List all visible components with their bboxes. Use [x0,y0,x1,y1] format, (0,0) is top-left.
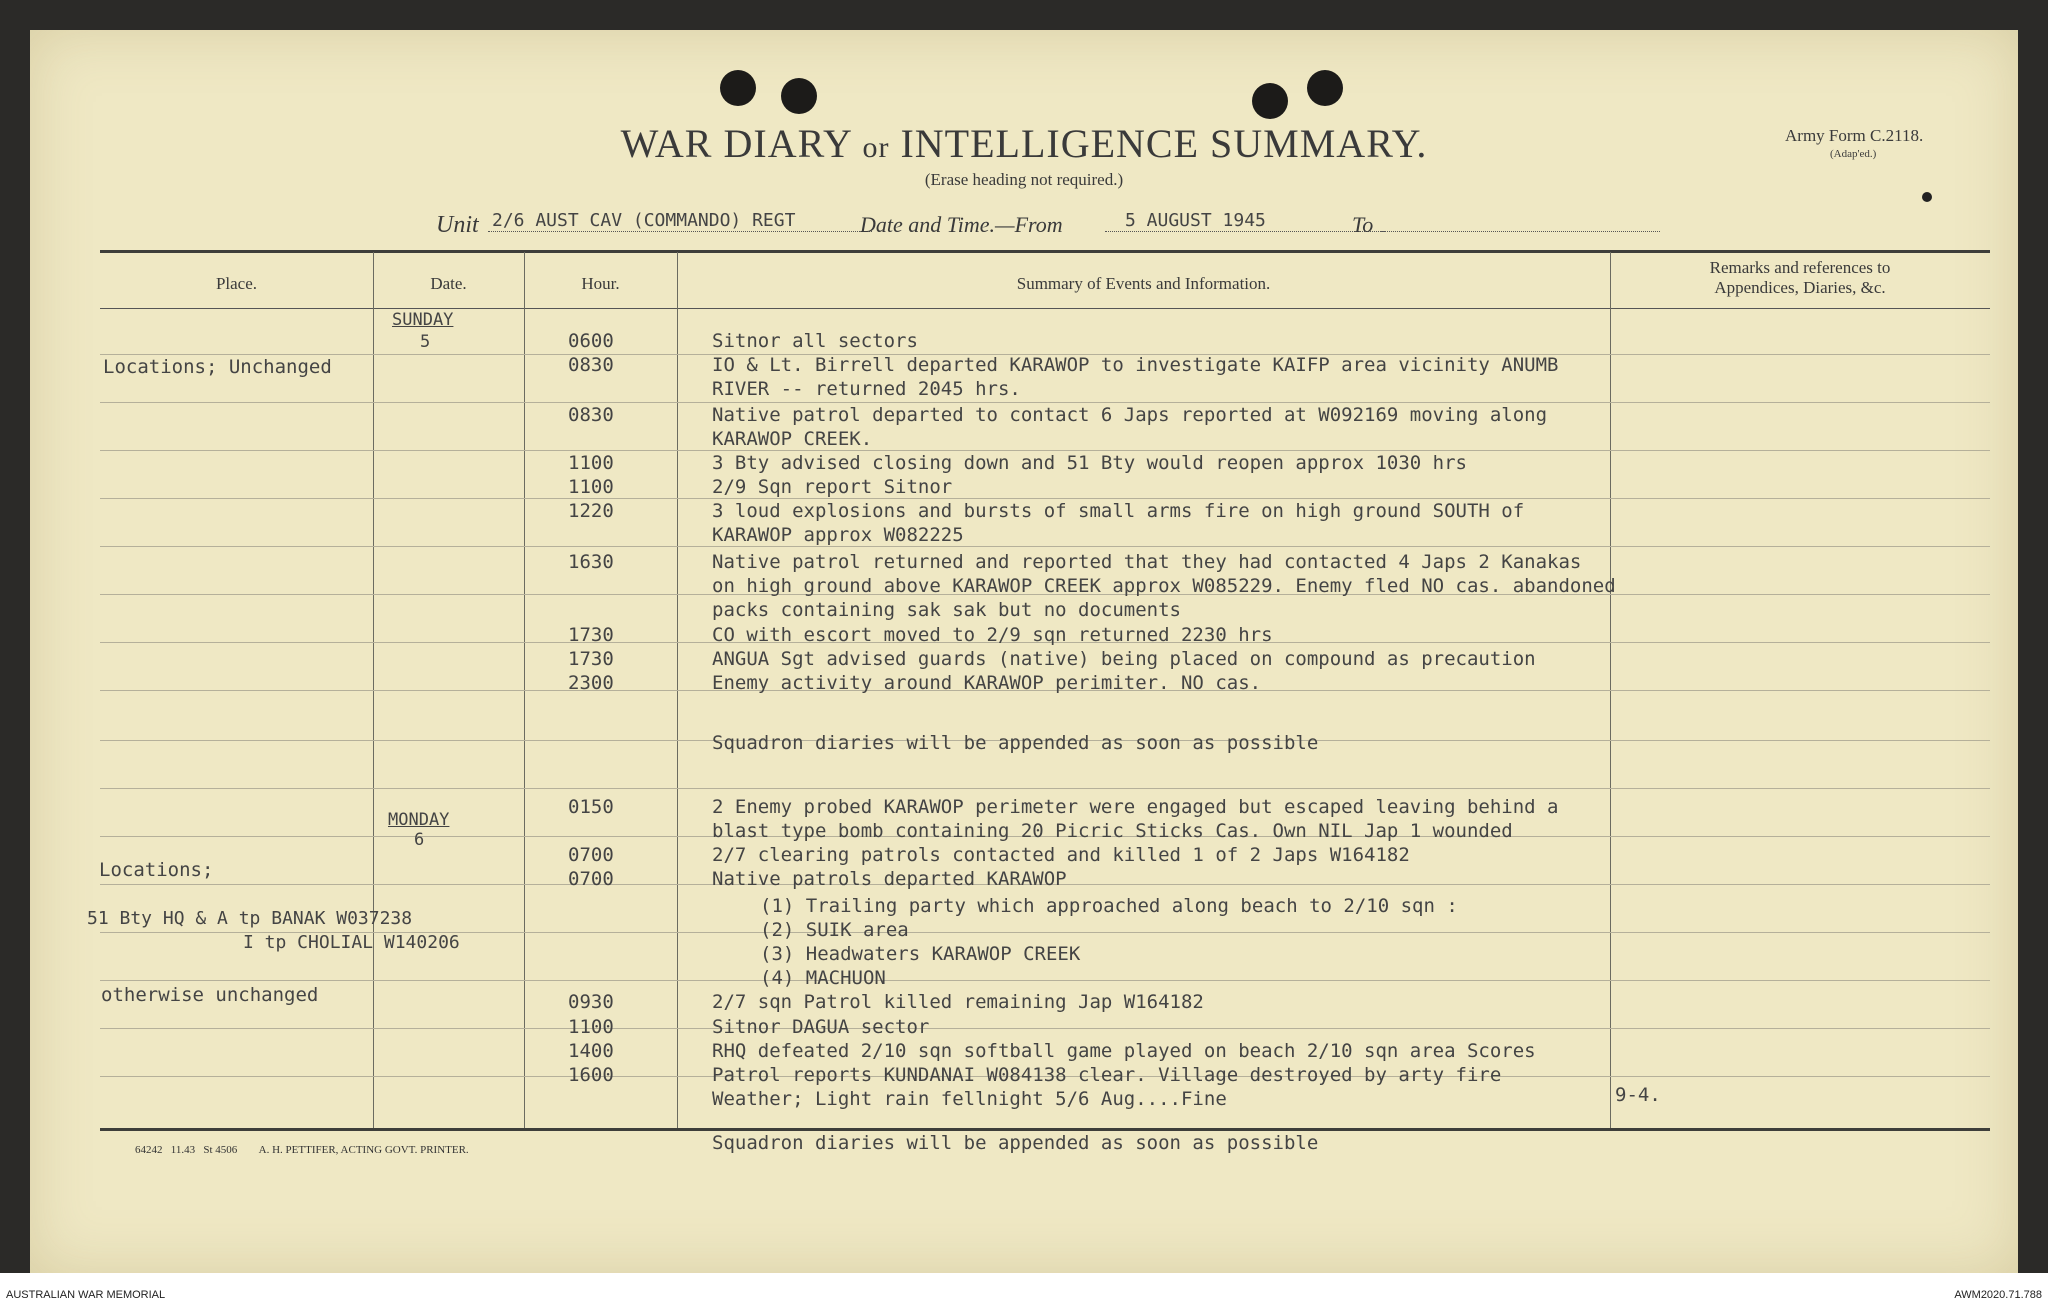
remark-score: 9-4. [1615,1084,1661,1106]
ruled-line [100,402,1990,403]
punch-hole [1307,70,1343,106]
entry-hour: 1100 [568,1016,614,1038]
entry-hour: 1600 [568,1064,614,1086]
date-dotted-line [1105,231,1385,232]
entry-text: Squadron diaries will be appended as soon as possible [712,1132,1319,1154]
ruled-line [100,546,1990,547]
place-entry: otherwise unchanged [101,984,319,1006]
entry-text: (3) Headwaters KARAWOP CREEK [760,943,1081,965]
entry-hour: 0700 [568,868,614,890]
table-top-border [100,250,1990,253]
entry-text: Patrol reports KUNDANAI W084138 clear. Village destroyed by arty fire [712,1064,1502,1086]
entry-hour: 1730 [568,648,614,670]
entry-hour: 0930 [568,991,614,1013]
to-label: To [1352,212,1374,237]
title-part: WAR DIARY [620,121,852,166]
entry-text: RIVER -- returned 2045 hrs. [712,378,1021,400]
entry-hour: 0600 [568,330,614,352]
ruled-line [100,450,1990,451]
unit-value: 2/6 AUST CAV (COMMANDO) REGT [492,210,796,231]
entry-text: Sitnor all sectors [712,330,918,352]
entry-hour: 1100 [568,452,614,474]
footer-reference: AWM2020.71.788 [1954,1289,2042,1301]
title-part: or [862,131,890,164]
entry-text: KARAWOP CREEK. [712,428,873,450]
to-dotted-line [1380,231,1660,232]
day-number: 6 [414,830,425,850]
entry-text: Native patrol departed to contact 6 Japs reported at W092169 moving along [712,404,1548,426]
col-head-hour: Hour. [581,274,620,293]
ruled-line [100,980,1990,981]
header-divider [100,308,1990,309]
entry-hour: 0830 [568,354,614,376]
col-head-date: Date. [430,274,467,293]
col-head-summary: Summary of Events and Information. [1016,274,1271,293]
entry-hour: 0830 [568,404,614,426]
entry-hour: 1730 [568,624,614,646]
entry-text: Weather; Light rain fellnight 5/6 Aug....Fine [712,1088,1227,1110]
diary-page [30,30,2018,1273]
place-entry: I tp CHOLIAL W140206 [243,932,460,953]
printer-imprint: 64242 11.43 St 4506 A. H. PETTIFER, ACTING GOVT. PRINTER. [135,1144,469,1156]
entry-hour: 2300 [568,672,614,694]
footer-institution: AUSTRALIAN WAR MEMORIAL [6,1289,166,1301]
entry-text: Squadron diaries will be appended as soon as possible [712,732,1319,754]
form-title [30,120,2018,167]
punch-hole [781,78,817,114]
entry-text: (2) SUIK area [760,919,909,941]
entry-text: KARAWOP approx W082225 [712,524,964,546]
date-value: 5 AUGUST 1945 [1125,210,1266,231]
ruled-line [100,788,1990,789]
entry-text: blast type bomb containing 20 Picric Sticks Cas. Own NIL Jap 1 wounded [712,820,1513,842]
col-head-remarks [1610,258,1990,298]
entry-text: 3 loud explosions and bursts of small arms fire on high ground SOUTH of [712,500,1525,522]
day-label: SUNDAY [392,310,454,330]
entry-hour: 1100 [568,476,614,498]
punch-hole [1252,83,1288,119]
entry-hour: 1400 [568,1040,614,1062]
ruled-line [100,1028,1990,1029]
entry-hour: 1630 [568,551,614,573]
entry-text: CO with escort moved to 2/9 sqn returned 2230 hrs [712,624,1273,646]
ink-spot [1922,192,1932,202]
entry-text: Enemy activity around KARAWOP perimiter. NO cas. [712,672,1262,694]
army-form-number: Army Form C.2118. [1785,126,1924,145]
entry-text: 2 Enemy probed KARAWOP perimeter were engaged but escaped leaving behind a [712,796,1559,818]
entry-text: 2/7 sqn Patrol killed remaining Jap W164182 [712,991,1204,1013]
punch-hole [720,70,756,106]
entry-text: 2/7 clearing patrols contacted and killed 1 of 2 Japs W164182 [712,844,1410,866]
entry-text: (4) MACHUON [760,967,886,989]
entry-text: 3 Bty advised closing down and 51 Bty would reopen approx 1030 hrs [712,452,1467,474]
entry-text: Native patrols departed KARAWOP [712,868,1067,890]
remarks-head-line: Appendices, Diaries, &c. [1714,278,1886,297]
day-label: MONDAY [388,810,450,830]
entry-text: IO & Lt. Birrell departed KARAWOP to investigate KAIFP area vicinity ANUMB [712,354,1559,376]
entry-hour: 0700 [568,844,614,866]
col-head-place: Place. [215,274,258,293]
entry-hour: 1220 [568,500,614,522]
entry-text: ANGUA Sgt advised guards (native) being placed on compound as precaution [712,648,1536,670]
day-number: 5 [420,332,431,352]
unit-dotted-line [488,231,872,232]
remarks-head-line: Remarks and references to [1709,258,1891,277]
unit-label: Unit [436,212,479,238]
entry-text: RHQ defeated 2/10 sqn softball game played on beach 2/10 sqn area Scores [712,1040,1536,1062]
entry-text: (1) Trailing party which approached along beach to 2/10 sqn : [760,895,1458,917]
table-bottom-border [100,1128,1990,1131]
archive-footer [0,1273,2048,1303]
entry-hour: 0150 [568,796,614,818]
ruled-line [100,498,1990,499]
place-entry: Locations; [99,859,214,881]
place-entry: 51 Bty HQ & A tp BANAK W037238 [87,908,413,929]
place-entry: Locations; Unchanged [103,356,332,378]
date-label: Date and Time.—From [860,212,1063,237]
entry-text: packs containing sak sak but no documents [712,599,1181,621]
entry-text: 2/9 Sqn report Sitnor [712,476,953,498]
entry-text: Sitnor DAGUA sector [712,1016,930,1038]
army-form-note: (Adap'ed.) [1830,148,1877,160]
entry-text: on high ground above KARAWOP CREEK approx W085229. Enemy fled NO cas. abandoned [712,575,1616,597]
entry-text: Native patrol returned and reported that they had contacted 4 Japs 2 Kanakas [712,551,1582,573]
form-subtitle: (Erase heading not required.) [924,170,1124,189]
title-part: INTELLIGENCE SUMMARY. [900,121,1428,166]
